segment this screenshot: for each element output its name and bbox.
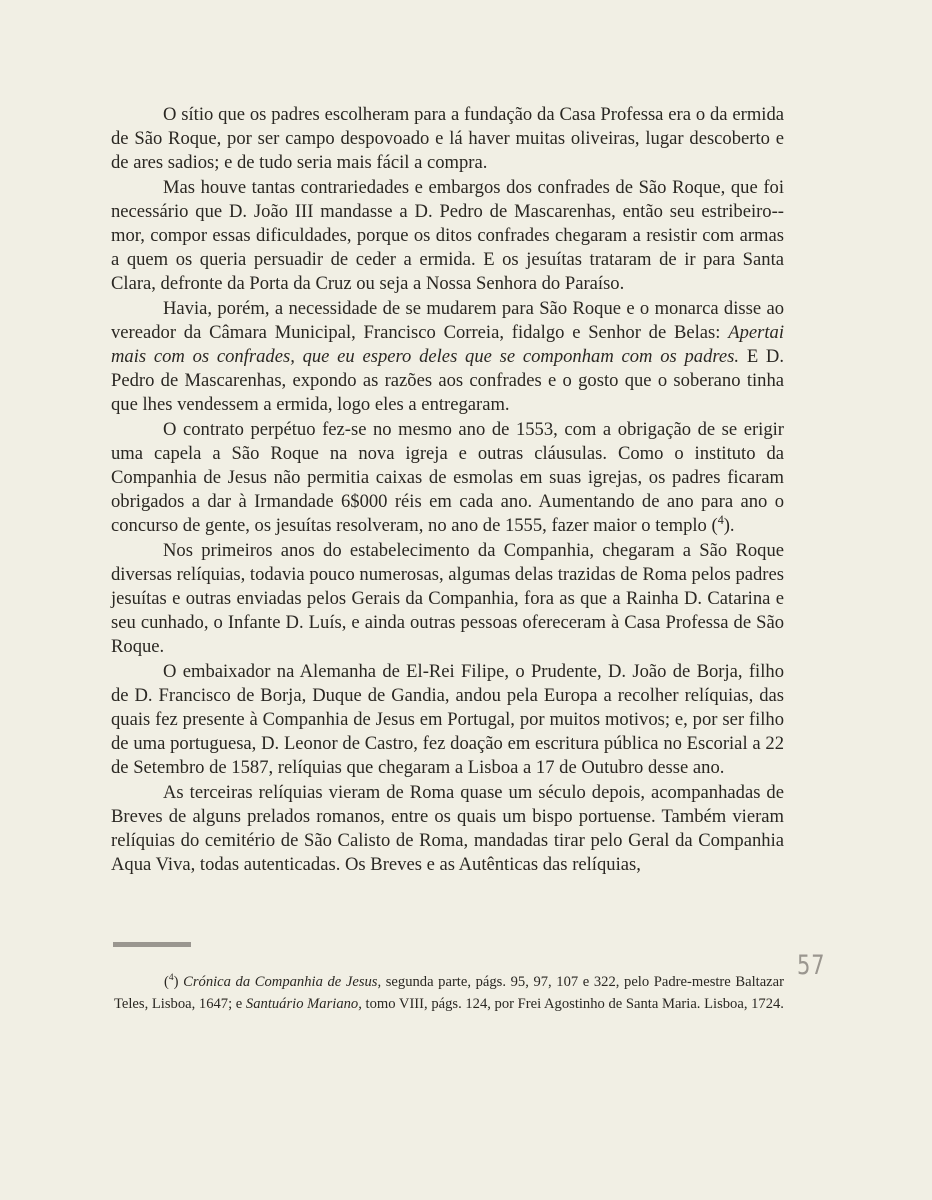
paragraph-text: Havia, porém, a necessidade de se mudarem para São Roque e o monarca disse ao vereador da Câmara Municipal, Francisco Correia, fidalgo e Senhor de Belas: — [111, 297, 784, 343]
footnote-separator — [113, 942, 191, 947]
paragraph: Nos primeiros anos do estabelecimento da Companhia, chegaram a São Roque diversas relíquias, todavia pouco numerosas, algumas delas trazidas de Roma pelos padres jesuítas e outras enviadas pelos Gerais da Companhia, fora as que a Rainha D. Catarina e seu cunhado, o Infante D. Luís, e ainda outras pessoas ofereceram à Casa Professa de São Roque. — [111, 539, 784, 658]
paragraph-text: O contrato perpétuo fez-se no mesmo ano de 1553, com a obrigação de se erigir uma capela a São Roque na nova igreja e outras cláusulas. Como o instituto da Companhia de Jesus não permitia caixas de esmolas em suas igrejas, os padres ficaram obrigados a dar à Irmandade 6$000 réis em cada ano. Aumentando de ano para ano o concurso de gente, os jesuítas resolveram, no ano de 1555, fazer maior o templo ( — [111, 418, 784, 537]
footnote — [114, 972, 784, 1015]
footnote-marker-close: ) — [173, 974, 179, 990]
body-text — [111, 103, 784, 878]
footnote-title: Santuário Mariano, — [245, 995, 362, 1012]
footnote-reference: 4 — [717, 513, 724, 528]
paragraph: As terceiras relíquias vieram de Roma quase um século depois, acompanhadas de Breves de alguns prelados romanos, entre os quais um bispo portuense. Também vieram relíquias do cemitério de São Calisto de Roma, mandadas tirar pelo Geral da Companhia Aqua Viva, todas autenticadas. Os Breves e as Autênticas das relíquias, — [111, 781, 784, 876]
paragraph: O embaixador na Alemanha de El-Rei Filipe, o Prudente, D. João de Borja, filho de D. Francisco de Borja, Duque de Gandia, andou pela Europa a recolher relíquias, das quais fez presente à Companhia de Jesus em Portugal, por muitos motivos; e, por ser filho de uma portuguesa, D. Leonor de Castro, fez doação em escritura pública no Escorial a 22 de Setembro de 1587, relíquias que chegaram a Lisboa a 17 de Outubro desse ano. — [111, 660, 784, 779]
footnote-marker: 4 — [168, 973, 174, 984]
footnote-title: Crónica da Companhia de Jesus, — [183, 974, 382, 990]
footnote-marker-open: ( — [164, 974, 169, 990]
paragraph: O sítio que os padres escolheram para a fundação da Casa Professa era o da ermida de São Roque, por ser campo despovoado e lá haver muitas oliveiras, lugar descoberto e de ares sadios; e de tudo seria mais fácil a compra. — [111, 104, 784, 174]
paragraph: Mas houve tantas contrariedades e embargos dos confrades de São Roque, que foi necessário que D. João III mandasse a D. Pedro de Mascarenhas, então seu estribeiro--mor, compor essas dificuldades, porque os ditos confrades chegaram a resistir com armas a quem os queria persuadir de ceder a ermida. E os jesuítas trataram de ir para Santa Clara, defronte da Porta da Cruz ou seja a Nossa Senhora do Paraíso. — [111, 176, 784, 295]
footnote-text: segunda parte, págs. 95, 97, 107 e 322, pelo Padre-mestre Baltazar Teles, Lisboa, 1647; e — [114, 974, 784, 1012]
footnote-text: tomo VIII, págs. 124, por Frei Agostinho de Santa Maria. Lisboa, 1724. — [361, 995, 784, 1012]
italic-quotation: Apertai mais com os confrades, que eu espero deles que se componham com os padres. — [111, 321, 784, 368]
paragraph — [111, 297, 784, 418]
page-number: 57 — [797, 950, 826, 981]
paragraph-text: ). — [723, 515, 735, 537]
paragraph — [111, 418, 784, 539]
paragraph-text: E D. Pedro de Mascarenhas, expondo as razões aos confrades e o gosto que o soberano tinha que lhes vendessem a ermida, logo eles a entregaram. — [111, 346, 784, 416]
